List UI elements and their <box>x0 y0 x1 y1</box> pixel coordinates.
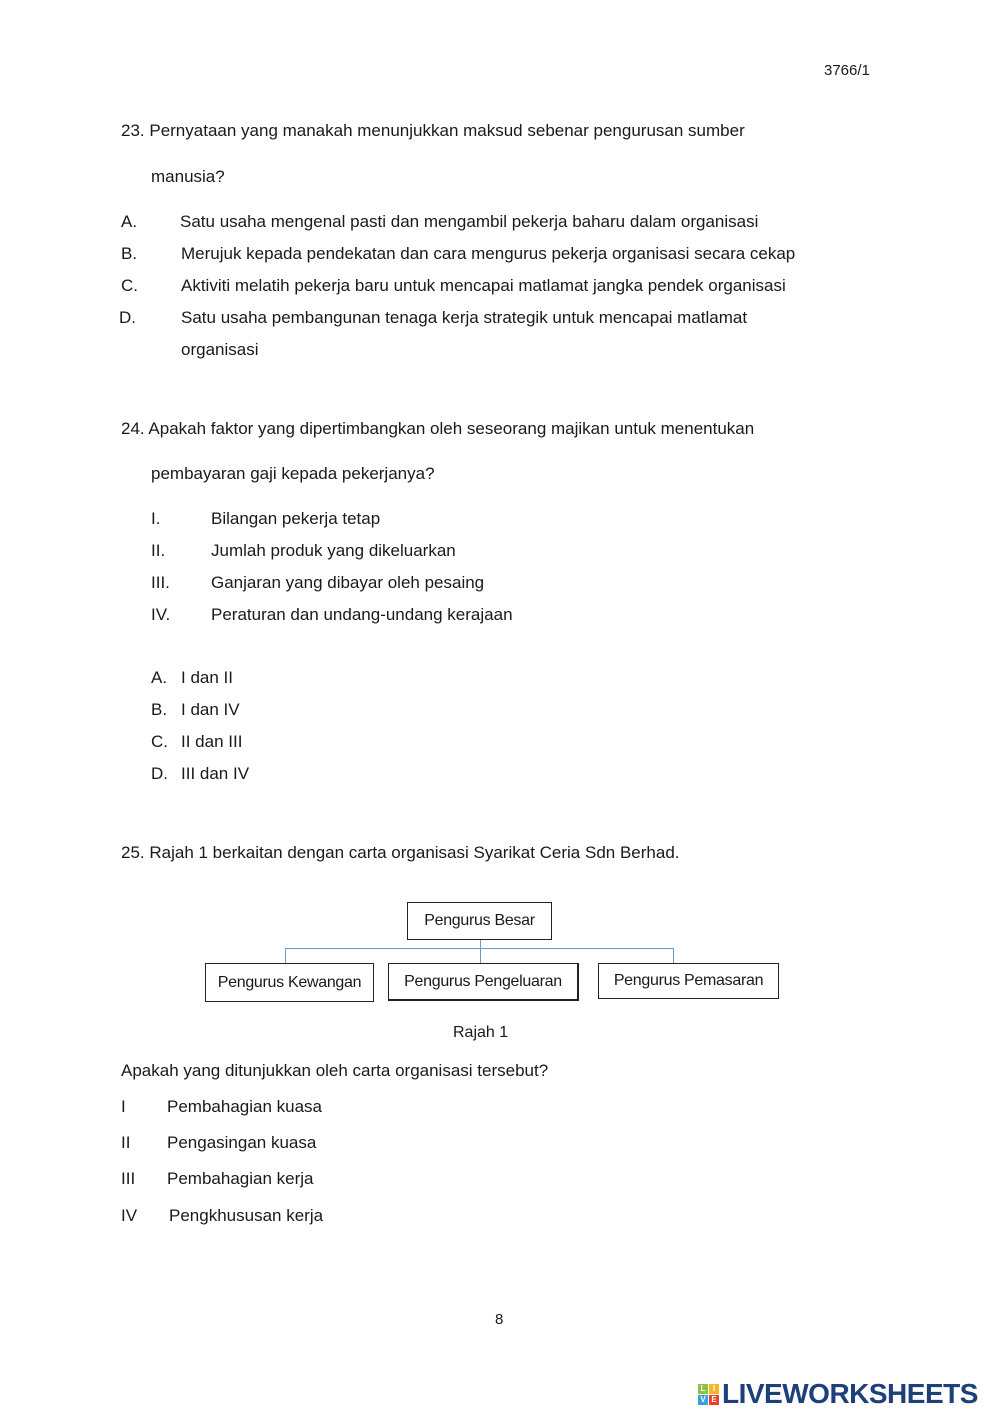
q24-item: Peraturan dan undang-undang kerajaan <box>211 605 513 624</box>
q24-item: Jumlah produk yang dikeluarkan <box>211 541 456 560</box>
page-number: 8 <box>495 1311 504 1328</box>
q24-option-c[interactable]: II dan III <box>181 732 243 751</box>
org-box-kewangan: Pengurus Kewangan <box>205 963 374 1002</box>
figure-caption: Rajah 1 <box>453 1024 509 1041</box>
q24-item-numeral: IV. <box>151 605 171 624</box>
logo-letter: I <box>709 1384 719 1394</box>
q24-option-d-letter[interactable]: D. <box>151 764 168 783</box>
q24-item: Bilangan pekerja tetap <box>211 509 381 528</box>
q23-option-a[interactable]: Satu usaha mengenal pasti dan mengambil pekerja baharu dalam organisasi <box>180 212 759 231</box>
q25-question: Apakah yang ditunjukkan oleh carta organisasi tersebut? <box>121 1061 549 1080</box>
q23-stem: 23. Pernyataan yang manakah menunjukkan maksud sebenar pengurusan sumber <box>121 121 745 140</box>
q23-option-b-letter[interactable]: B. <box>121 244 138 263</box>
q23-option-d[interactable]: Satu usaha pembangunan tenaga kerja strategik untuk mencapai matlamat <box>181 308 748 327</box>
q24-option-a-letter[interactable]: A. <box>151 668 168 687</box>
connector-line <box>673 948 674 964</box>
q24-option-b[interactable]: I dan IV <box>181 700 240 719</box>
q25-item: Pengasingan kuasa <box>167 1133 317 1152</box>
liveworksheets-logo <box>698 1378 978 1410</box>
q25-item-numeral: IV <box>121 1206 138 1225</box>
q25-item-numeral: II <box>121 1133 131 1152</box>
logo-icon <box>698 1384 719 1405</box>
q24-option-c-letter[interactable]: C. <box>151 732 168 751</box>
logo-letter: V <box>698 1395 708 1405</box>
q24-item-numeral: I. <box>151 509 161 528</box>
connector-line <box>480 948 481 964</box>
q23-option-b[interactable]: Merujuk kepada pendekatan dan cara mengurus pekerja organisasi secara cekap <box>181 244 796 263</box>
org-box-pengurus-besar: Pengurus Besar <box>407 902 552 940</box>
q24-stem-cont: pembayaran gaji kepada pekerjanya? <box>151 464 435 483</box>
q24-option-a[interactable]: I dan II <box>181 668 233 687</box>
q23-option-a-letter[interactable]: A. <box>121 212 138 231</box>
logo-letter: L <box>698 1384 708 1394</box>
q24-item-numeral: II. <box>151 541 166 560</box>
q24-option-b-letter[interactable]: B. <box>151 700 168 719</box>
q23-option-c[interactable]: Aktiviti melatih pekerja baru untuk mencapai matlamat jangka pendek organisasi <box>181 276 786 295</box>
q24-stem: 24. Apakah faktor yang dipertimbangkan oleh seseorang majikan untuk menentukan <box>121 419 755 438</box>
org-box-pemasaran: Pengurus Pemasaran <box>598 963 779 999</box>
q24-option-d[interactable]: III dan IV <box>181 764 250 783</box>
q23-option-c-letter[interactable]: C. <box>121 276 138 295</box>
q25-item-numeral: III <box>121 1169 136 1188</box>
q23-option-d-cont[interactable]: organisasi <box>181 340 259 359</box>
q23-stem-cont: manusia? <box>151 167 225 186</box>
q24-item-numeral: III. <box>151 573 170 592</box>
logo-text: LIVEWORKSHEETS <box>722 1378 978 1409</box>
q25-item-numeral: I <box>121 1097 126 1116</box>
paper-code: 3766/1 <box>824 62 870 79</box>
connector-line <box>285 948 286 964</box>
q25-item: Pengkhususan kerja <box>169 1206 324 1225</box>
q23-option-d-letter[interactable]: D. <box>119 308 136 327</box>
q25-item: Pembahagian kuasa <box>167 1097 323 1116</box>
q24-item: Ganjaran yang dibayar oleh pesaing <box>211 573 485 592</box>
logo-letter: E <box>709 1395 719 1405</box>
q25-stem: 25. Rajah 1 berkaitan dengan carta organisasi Syarikat Ceria Sdn Berhad. <box>121 843 680 862</box>
org-box-pengeluaran: Pengurus Pengeluaran <box>388 963 579 1001</box>
q25-item: Pembahagian kerja <box>167 1169 314 1188</box>
